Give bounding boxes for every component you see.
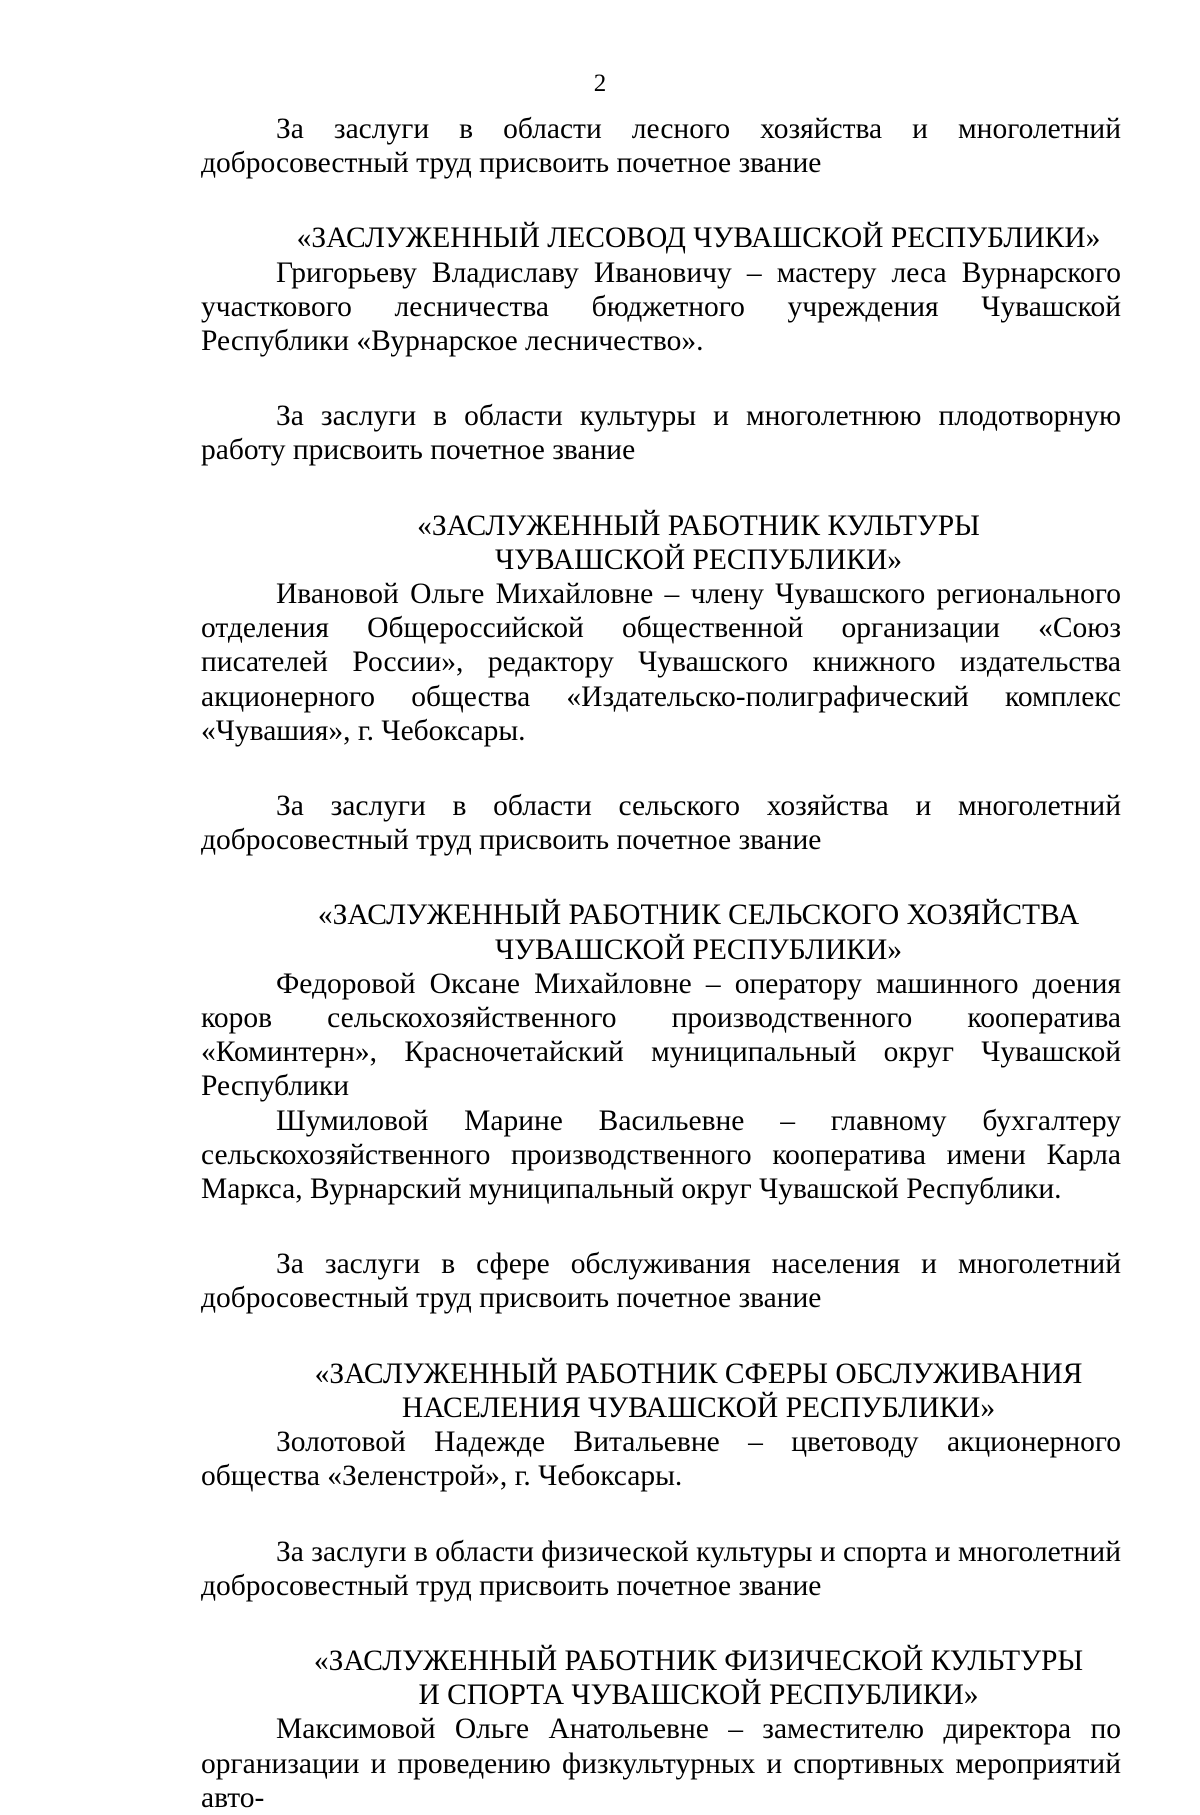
section-intro: За заслуги в области сельского хозяйства и многолетний добросовестный труд присвоить почетное звание <box>201 790 1121 857</box>
awardee-entry: Золотовой Надежде Витальевне – цветоводу акционерного общества «Зеленстрой», г. Чебоксары. <box>201 1426 1121 1493</box>
honorary-title <box>201 1357 1121 1425</box>
honorary-title <box>201 509 1121 577</box>
awardee-entry: Григорьеву Владиславу Ивановичу – мастеру леса Вурнарского участкового лесничества бюджетного учреждения Чувашской Республики «Вурнарское лесничество». <box>201 256 1121 358</box>
section-intro: За заслуги в сфере обслуживания населения и многолетний добросовестный труд присвоить почетное звание <box>201 1248 1121 1315</box>
section-intro: За заслуги в области физической культуры и спорта и многолетний добросовестный труд присвоить почетное звание <box>201 1535 1121 1602</box>
honorary-title-line: И СПОРТА ЧУВАШСКОЙ РЕСПУБЛИКИ» <box>418 1679 979 1712</box>
section-intro: За заслуги в области культуры и многолетнюю плодотворную работу присвоить почетное звание <box>201 400 1121 467</box>
page-number: 2 <box>593 70 607 97</box>
awardee-entry: Шумиловой Марине Васильевне – главному бухгалтеру сельскохозяйственного производственного кооператива имени Карла Маркса, Вурнарский муниципальный округ Чувашской Республики. <box>201 1104 1121 1206</box>
honorary-title-line: «ЗАСЛУЖЕННЫЙ РАБОТНИК СЕЛЬСКОГО ХОЗЯЙСТВА <box>317 899 1080 932</box>
honorary-title-line: НАСЕЛЕНИЯ ЧУВАШСКОЙ РЕСПУБЛИКИ» <box>401 1391 996 1424</box>
awardee-entry: Ивановой Ольге Михайловне – члену Чувашского регионального отделения Общероссийской общественной организации «Союз писателей России», редактору Чувашского книжного издательства акционерного общества «Издательско-полиграфический комплекс «Чувашия», г. Чебоксары. <box>201 578 1121 747</box>
honorary-title-line: ЧУВАШСКОЙ РЕСПУБЛИКИ» <box>494 933 903 966</box>
honorary-title <box>201 221 1121 255</box>
honorary-title <box>201 898 1121 966</box>
honorary-title-line: «ЗАСЛУЖЕННЫЙ РАБОТНИК КУЛЬТУРЫ <box>417 509 980 542</box>
section-intro: За заслуги в области лесного хозяйства и многолетний добросовестный труд присвоить почетное звание <box>201 113 1121 180</box>
awardee-entry: Максимовой Ольге Анатольевне – заместителю директора по организации и проведению физкультурных и спортивных мероприятий авто- <box>201 1713 1121 1814</box>
honorary-title-line: ЧУВАШСКОЙ РЕСПУБЛИКИ» <box>494 543 903 576</box>
honorary-title <box>201 1644 1121 1712</box>
honorary-title-line: «ЗАСЛУЖЕННЫЙ РАБОТНИК СФЕРЫ ОБСЛУЖИВАНИЯ <box>314 1357 1083 1390</box>
awardee-entry: Федоровой Оксане Михайловне – оператору машинного доения коров сельскохозяйственного производственного кооператива «Коминтерн», Красночетайский муниципальный округ Чувашской Республики <box>201 967 1121 1103</box>
honorary-title-line: «ЗАСЛУЖЕННЫЙ ЛЕСОВОД ЧУВАШСКОЙ РЕСПУБЛИКИ» <box>296 222 1101 255</box>
honorary-title-line: «ЗАСЛУЖЕННЫЙ РАБОТНИК ФИЗИЧЕСКОЙ КУЛЬТУРЫ <box>313 1644 1084 1677</box>
document-body <box>201 112 1121 1815</box>
